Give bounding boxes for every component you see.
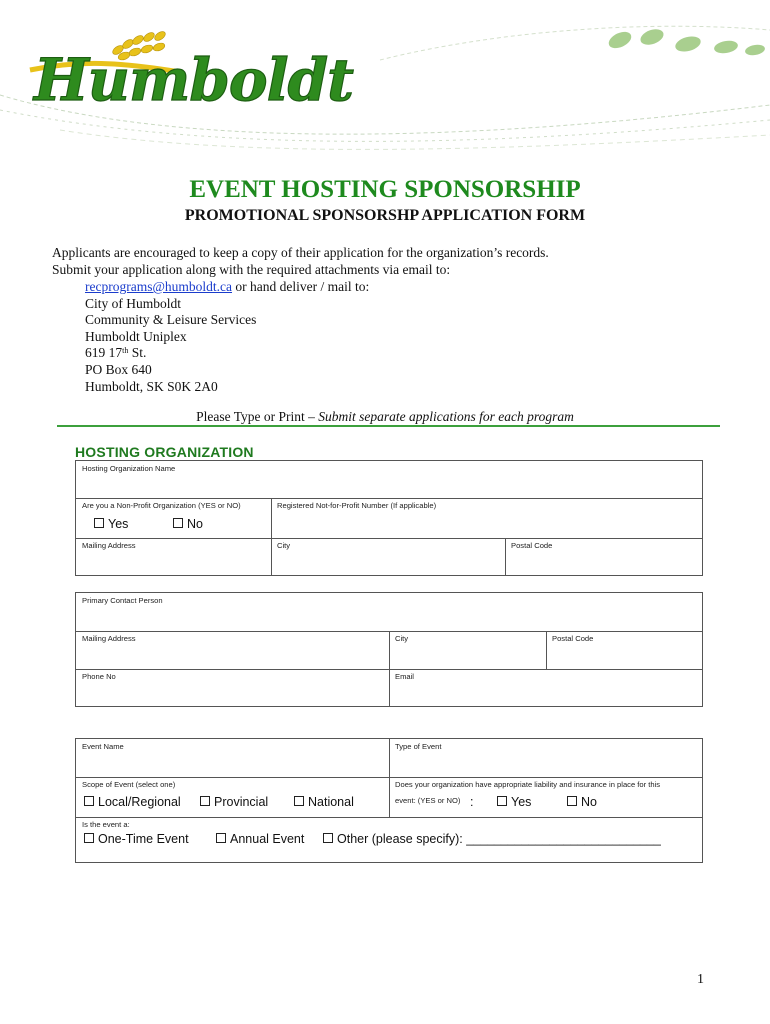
checkbox-icon (200, 796, 210, 806)
scope-label: Scope of Event (select one) (82, 780, 176, 789)
registered-number-field[interactable]: Registered Not-for-Profit Number (If applicable) (277, 501, 437, 510)
form-box-event (75, 738, 703, 863)
phone-field[interactable]: Phone No (82, 672, 116, 681)
checkbox-icon (294, 796, 304, 806)
contact-postal-field[interactable]: Postal Code (552, 634, 594, 643)
address-street: 619 17th St. (85, 345, 147, 361)
one-time-event-checkbox[interactable]: One-Time Event (84, 832, 189, 846)
other-event-checkbox[interactable]: Other (please specify): ____________________________ (323, 832, 661, 846)
contact-person-field[interactable]: Primary Contact Person (82, 596, 163, 605)
print-instruction: Please Type or Print – Submit separate applications for each program (196, 409, 574, 424)
insurance-yes-checkbox[interactable]: Yes (497, 795, 531, 809)
scope-local-checkbox[interactable]: Local/Regional (84, 795, 181, 809)
email-field[interactable]: Email (395, 672, 414, 681)
checkbox-icon (94, 518, 104, 528)
form-box-organization (75, 460, 703, 576)
address-city: Humboldt, SK S0K 2A0 (85, 378, 218, 394)
org-city-field[interactable]: City (277, 541, 291, 550)
page-subtitle: PROMOTIONAL SPONSORSHP APPLICATION FORM (184, 207, 586, 224)
address-line-3: Humboldt Uniplex (85, 328, 187, 344)
checkbox-icon (216, 833, 226, 843)
logo-wordmark: Humboldt (34, 46, 353, 114)
checkbox-icon (497, 796, 507, 806)
scope-provincial-checkbox[interactable]: Provincial (200, 795, 268, 809)
divider (57, 425, 720, 427)
checkbox-icon (84, 796, 94, 806)
checkbox-icon (173, 518, 183, 528)
checkbox-icon (84, 833, 94, 843)
contact-mailing-field[interactable]: Mailing Address (82, 634, 136, 643)
non-profit-no-checkbox[interactable]: No (173, 517, 203, 531)
email-link[interactable]: recprograms@humboldt.ca (85, 279, 233, 294)
event-type-field[interactable]: Type of Event (395, 742, 442, 751)
contact-city-field[interactable]: City (395, 634, 409, 643)
intro-line-2: Submit your application along with the required attachments via email to: (52, 261, 451, 277)
intro-text (52, 245, 549, 278)
leaf-icon (606, 26, 766, 56)
scope-national-checkbox[interactable]: National (294, 795, 354, 809)
section-title: HOSTING ORGANIZATION (75, 444, 254, 460)
insurance-no-checkbox[interactable]: No (567, 795, 597, 809)
org-mailing-field[interactable]: Mailing Address (82, 541, 136, 550)
insurance-colon: : (470, 795, 474, 809)
event-kind-label: Is the event a: (82, 820, 130, 829)
address-po-box: PO Box 640 (85, 361, 152, 377)
humboldt-logo (0, 0, 770, 160)
annual-event-checkbox[interactable]: Annual Event (216, 832, 304, 846)
insurance-label: Does your organization have appropriate liability and insurance in place for this event: (YES or NO) (395, 780, 661, 805)
non-profit-field: Are you a Non-Profit Organization (YES or NO) (82, 501, 241, 510)
checkbox-icon (567, 796, 577, 806)
page-title: EVENT HOSTING SPONSORSHIP (189, 176, 581, 203)
event-name-field[interactable]: Event Name (82, 742, 124, 751)
form-box-contact (75, 592, 703, 707)
email-suffix: or hand deliver / mail to: (232, 279, 370, 294)
non-profit-yes-checkbox[interactable]: Yes (94, 517, 128, 531)
org-postal-field[interactable]: Postal Code (511, 541, 553, 550)
org-name-field[interactable]: Hosting Organization Name (82, 464, 176, 473)
checkbox-icon (323, 833, 333, 843)
intro-line-1: Applicants are encouraged to keep a copy of their application for the organization’s records. (52, 245, 549, 260)
page-number: 1 (697, 972, 704, 987)
address-line-1: City of Humboldt (85, 295, 182, 311)
address-line-2: Community & Leisure Services (85, 312, 257, 328)
mailing-address-block (85, 279, 369, 395)
